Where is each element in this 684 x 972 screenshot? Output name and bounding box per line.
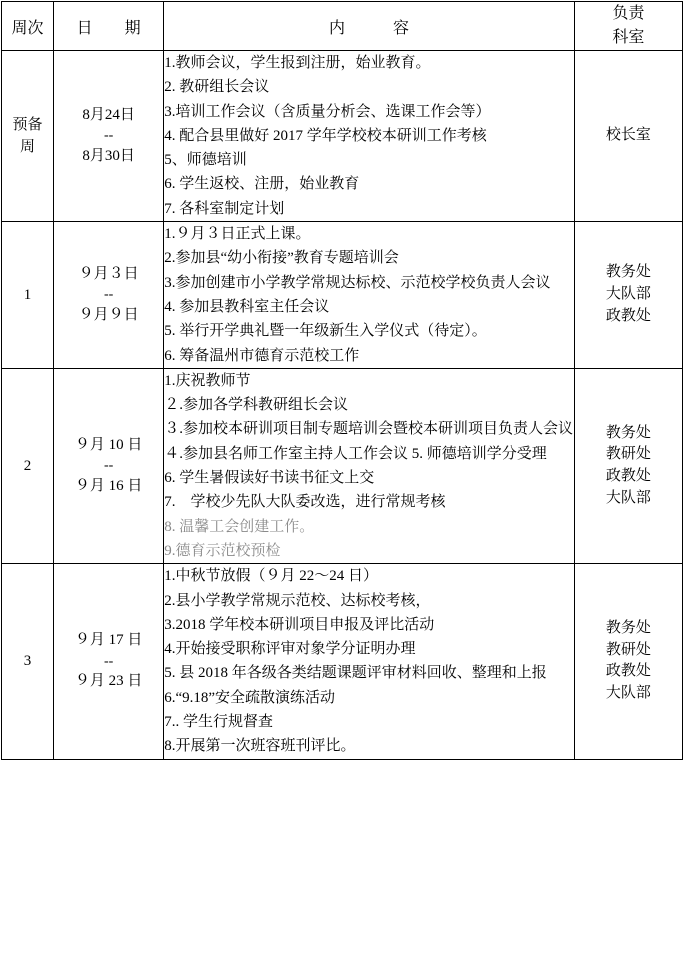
date-cell xyxy=(54,368,164,563)
date-start: ９月 10 日 xyxy=(74,436,143,453)
date-separator: -- xyxy=(103,287,114,303)
content-cell xyxy=(164,368,575,563)
dept-cell xyxy=(574,368,682,563)
content-line: 2.县小学教学常规示范校、达标校考核， xyxy=(164,592,431,609)
content-line: ２.参加各学科教研组长会议 xyxy=(164,397,348,414)
content-line: 1.９月３日正式上课。 xyxy=(164,226,311,243)
week-cell xyxy=(2,564,54,759)
content-line: 7. 学校少先队大队委改选，进行常规考核 xyxy=(164,494,446,511)
content-line: 4. 参加县教科室主任会议 xyxy=(164,298,330,315)
date-end: ９月 23 日 xyxy=(74,673,143,690)
header-dept-line1: 负责 xyxy=(612,5,645,22)
dept-line: 政教处 xyxy=(605,468,651,485)
dept-line: 教务处 xyxy=(605,264,651,281)
content-line: 6. 学生返校、注册，始业教育 xyxy=(164,176,360,193)
content-line-faded: 9.德育示范校预检 xyxy=(164,542,281,559)
content-line: 6. 筹备温州市德育示范校工作 xyxy=(164,347,360,364)
date-end: ９月 16 日 xyxy=(74,477,143,494)
content-line: 4. 配合县里做好 2017 学年学校校本研训工作考核 xyxy=(164,127,487,144)
header-dept xyxy=(574,2,682,51)
table-row xyxy=(2,222,683,369)
content-line: 1.庆祝教师节 xyxy=(164,372,251,389)
content-line: 7.. 学生行规督查 xyxy=(164,714,273,731)
date-separator: -- xyxy=(103,458,114,474)
content-line: 6. 学生暑假读好书读书征文上交 xyxy=(164,470,375,487)
date-cell xyxy=(54,222,164,369)
dept-line: 政教处 xyxy=(605,663,651,680)
dept-cell xyxy=(574,222,682,369)
content-line: 2. 教研组长会议 xyxy=(164,79,270,96)
week-cell xyxy=(2,51,54,222)
schedule-table xyxy=(1,1,683,760)
content-line: ３.参加校本研训项目制专题培训会暨校本研训项目负责人会议 xyxy=(164,421,573,438)
date-start: 8月24日 xyxy=(82,106,135,123)
header-dept-line2: 科室 xyxy=(612,29,645,46)
dept-line: 政教处 xyxy=(605,307,651,324)
dept-line: 教务处 xyxy=(605,619,651,636)
table-row xyxy=(2,368,683,563)
week-line-1: 3 xyxy=(23,653,32,670)
content-line: 3.参加创建市小学教学常规达标校、示范校学校负责人会议 xyxy=(164,274,551,291)
date-end: ９月９日 xyxy=(78,306,139,323)
content-cell xyxy=(164,51,575,222)
content-line: 5. 举行开学典礼暨一年级新生入学仪式（待定）。 xyxy=(164,323,487,340)
table-header-row xyxy=(2,2,683,51)
content-cell xyxy=(164,222,575,369)
content-line: ４.参加县名师工作室主持人工作会议 5. 师德培训学分受理 xyxy=(164,445,547,462)
content-line: 1.中秋节放假（９月 22～24 日） xyxy=(164,568,378,585)
content-line: 3.2018 学年校本研训项目申报及评比活动 xyxy=(164,616,435,633)
week-line-2: 周 xyxy=(20,139,36,156)
content-line: 3.培训工作会议（含质量分析会、选课工作会等） xyxy=(164,103,491,120)
content-line: 2.参加县“幼小衔接”教育专题培训会 xyxy=(164,250,399,267)
dept-line: 校长室 xyxy=(605,127,651,144)
week-line-1: 预备 xyxy=(12,116,43,133)
content-line: 7. 各科室制定计划 xyxy=(164,200,285,217)
week-cell xyxy=(2,222,54,369)
date-end: 8月30日 xyxy=(82,147,135,164)
dept-line: 教务处 xyxy=(605,424,651,441)
content-line: 4.开始接受职称评审对象学分证明办理 xyxy=(164,641,416,658)
dept-line: 大队部 xyxy=(605,685,651,702)
content-line-faded: 8. 温馨工会创建工作。 xyxy=(164,518,315,535)
content-line: 8.开展第一次班容班刊评比。 xyxy=(164,738,356,755)
dept-line: 教研处 xyxy=(605,641,651,658)
document-page xyxy=(0,1,684,972)
header-week: 周次 xyxy=(2,2,54,51)
content-line: 5、师德培训 xyxy=(164,152,247,169)
week-cell xyxy=(2,368,54,563)
table-row xyxy=(2,564,683,759)
dept-line: 大队部 xyxy=(605,286,651,303)
date-start: ９月３日 xyxy=(78,265,139,282)
week-line-1: 1 xyxy=(23,286,32,303)
dept-cell xyxy=(574,51,682,222)
content-line: 1.教师会议，学生报到注册，始业教育。 xyxy=(164,55,431,71)
date-separator: -- xyxy=(103,653,114,669)
dept-line: 大队部 xyxy=(605,489,651,506)
header-date: 日 期 xyxy=(54,2,164,51)
table-row xyxy=(2,51,683,222)
content-cell xyxy=(164,564,575,759)
date-start: ９月 17 日 xyxy=(74,632,143,649)
header-content: 内 容 xyxy=(164,2,575,51)
date-cell xyxy=(54,51,164,222)
dept-line: 教研处 xyxy=(605,446,651,463)
dept-cell xyxy=(574,564,682,759)
content-line: 6.“9.18”安全疏散演练活动 xyxy=(164,689,336,706)
content-line: 5. 县 2018 年各级各类结题课题评审材料回收、整理和上报 xyxy=(164,665,547,682)
date-cell xyxy=(54,564,164,759)
date-separator: -- xyxy=(103,128,114,144)
week-line-1: 2 xyxy=(23,457,32,474)
